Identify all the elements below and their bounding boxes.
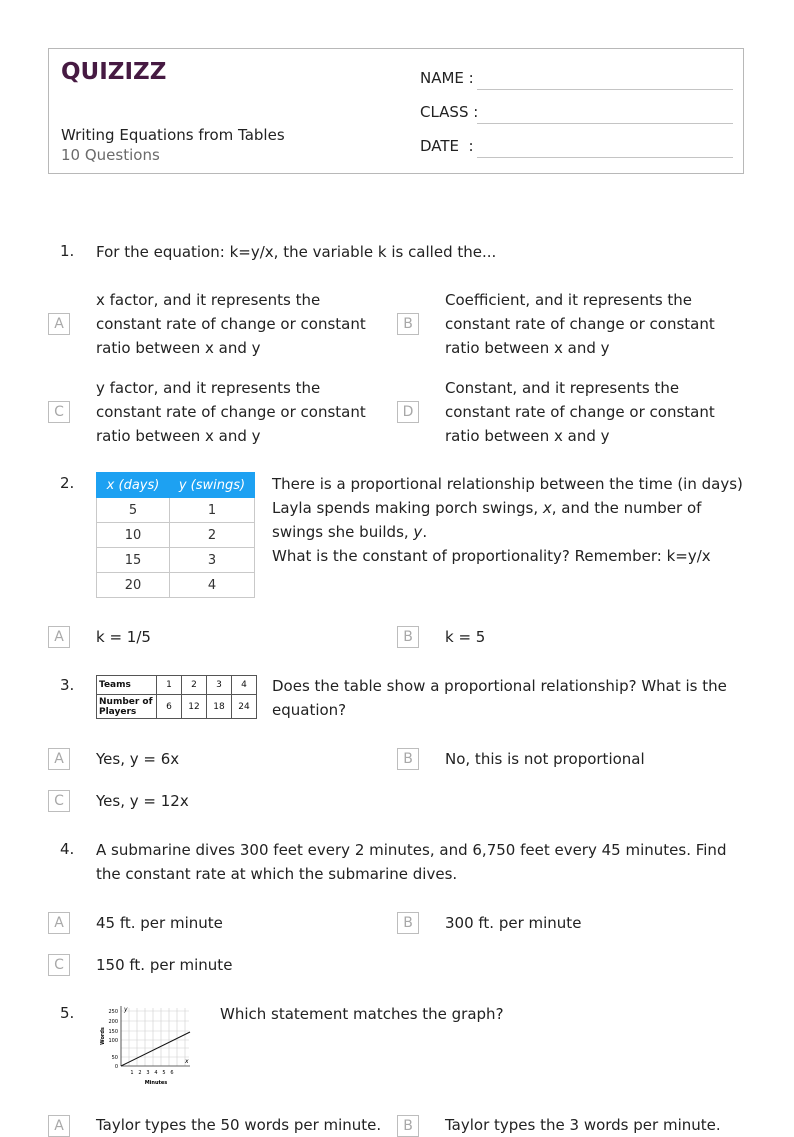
- table-cell: 20: [97, 573, 170, 598]
- question-5-number: 5.: [60, 1004, 75, 1022]
- q2-text-part1: There is a proportional relationship between the time (in days) Layla spends making porch swings,: [272, 475, 743, 517]
- question-4-text: A submarine dives 300 feet every 2 minutes, and 6,750 feet every 45 minutes. Find the constant rate at which the submarine dives.: [96, 841, 727, 883]
- date-line[interactable]: [477, 157, 733, 158]
- q2-text-part2: , and the number of swings she builds,: [272, 499, 702, 541]
- q5-option-a-box[interactable]: A: [48, 1115, 70, 1137]
- q1-option-a-box[interactable]: A: [48, 313, 70, 335]
- table-row: [97, 523, 255, 548]
- q2-var-x: x: [542, 499, 552, 517]
- class-label: CLASS :: [420, 103, 479, 121]
- q1-option-b-text: Coefficient, and it represents the constant rate of change or constant ratio between x and y: [445, 291, 715, 357]
- q2-text-question: What is the constant of proportionality? Remember: k=y/x: [272, 547, 711, 565]
- x-tick-label: 2: [138, 1070, 142, 1076]
- y-tick-label: 100: [108, 1038, 118, 1044]
- q2-text-part3: .: [422, 523, 428, 541]
- question-count: 10 Questions: [61, 146, 160, 164]
- q4-option-a-box[interactable]: A: [48, 912, 70, 934]
- date-label: DATE :: [420, 137, 474, 155]
- q1-option-c-box[interactable]: C: [48, 401, 70, 423]
- q1-option-a-text: x factor, and it represents the constant rate of change or constant ratio between x and y: [96, 291, 366, 357]
- q3-option-c-box[interactable]: C: [48, 790, 70, 812]
- row-label-line2: Players: [99, 706, 137, 717]
- table-cell: 1: [157, 676, 182, 695]
- name-label: NAME :: [420, 69, 474, 87]
- table-cell: 4: [232, 676, 257, 695]
- graph-y-var: y: [124, 1006, 128, 1013]
- y-tick-label: 200: [108, 1019, 118, 1025]
- table-cell: 15: [97, 548, 170, 573]
- quizizz-logo: QUIZIZZ: [61, 59, 167, 85]
- table-cell: 3: [170, 548, 255, 573]
- y-tick-label: 50: [111, 1055, 118, 1061]
- table-row: [97, 573, 255, 598]
- row-label-line1: Number of: [99, 696, 153, 707]
- q3-option-b-text: No, this is not proportional: [445, 750, 645, 768]
- teams-players-table: [96, 675, 257, 719]
- q3-option-a-box[interactable]: A: [48, 748, 70, 770]
- q1-option-d-box[interactable]: D: [397, 401, 419, 423]
- table-cell: 6: [157, 695, 182, 719]
- worksheet-header: [48, 48, 744, 174]
- table-cell: 18: [207, 695, 232, 719]
- graph-y-ticks: [108, 1009, 118, 1070]
- q2-option-b-text: k = 5: [445, 628, 486, 646]
- class-line[interactable]: [477, 123, 733, 124]
- q1-option-d-text: Constant, and it represents the constant rate of change or constant ratio between x and y: [445, 379, 715, 445]
- graph-x-var: x: [185, 1058, 189, 1065]
- table-cell: 10: [97, 523, 170, 548]
- table-cell: 1: [170, 498, 255, 523]
- table-header-x: x (days): [97, 473, 170, 498]
- q1-option-c-text: y factor, and it represents the constant rate of change or constant ratio between x and y: [96, 379, 366, 445]
- table-row: [97, 498, 255, 523]
- table-cell: 3: [207, 676, 232, 695]
- y-tick-label: 0: [114, 1064, 118, 1070]
- question-3-text: Does the table show a proportional relationship? What is the equation?: [272, 677, 727, 719]
- q5-option-b-text: Taylor types the 3 words per minute.: [445, 1116, 721, 1134]
- name-line[interactable]: [477, 89, 733, 90]
- q3-option-a-text: Yes, y = 6x: [96, 750, 180, 768]
- q2-option-b-box[interactable]: B: [397, 626, 419, 648]
- graph-line: [121, 1032, 190, 1066]
- graph-x-ticks: [130, 1070, 173, 1076]
- days-swings-table: [96, 472, 255, 598]
- q4-option-b-text: 300 ft. per minute: [445, 914, 582, 932]
- table-cell: 2: [182, 676, 207, 695]
- question-5-text: Which statement matches the graph?: [220, 1005, 504, 1023]
- y-tick-label: 150: [108, 1029, 118, 1035]
- table-cell: 12: [182, 695, 207, 719]
- worksheet-title: Writing Equations from Tables: [61, 126, 285, 144]
- q4-option-c-text: 150 ft. per minute: [96, 956, 233, 974]
- q2-option-a-text: k = 1/5: [96, 628, 151, 646]
- table-cell: 5: [97, 498, 170, 523]
- q3-option-c-text: Yes, y = 12x: [96, 792, 189, 810]
- x-tick-label: 6: [170, 1070, 174, 1076]
- q3-option-b-box[interactable]: B: [397, 748, 419, 770]
- question-3-number: 3.: [60, 676, 75, 694]
- graph-x-label: Minutes: [144, 1080, 168, 1086]
- table-cell: 2: [170, 523, 255, 548]
- x-tick-label: 3: [146, 1070, 150, 1076]
- q5-option-a-text: Taylor types the 50 words per minute.: [96, 1116, 382, 1134]
- table-row: [97, 548, 255, 573]
- q2-var-y: y: [413, 523, 423, 541]
- q1-option-b-box[interactable]: B: [397, 313, 419, 335]
- q4-option-a-text: 45 ft. per minute: [96, 914, 223, 932]
- question-2-number: 2.: [60, 474, 75, 492]
- x-tick-label: 1: [130, 1070, 134, 1076]
- table-cell: 4: [170, 573, 255, 598]
- table-row-label: [97, 695, 157, 719]
- table-row-label: Teams: [97, 676, 157, 695]
- q2-option-a-box[interactable]: A: [48, 626, 70, 648]
- table-header-y: y (swings): [170, 473, 255, 498]
- question-4-number: 4.: [60, 840, 75, 858]
- x-tick-label: 4: [154, 1070, 158, 1076]
- x-tick-label: 5: [162, 1070, 166, 1076]
- q4-option-b-box[interactable]: B: [397, 912, 419, 934]
- q5-option-b-box[interactable]: B: [397, 1115, 419, 1137]
- y-tick-label: 250: [108, 1009, 118, 1015]
- graph-y-label: Words: [100, 1027, 106, 1045]
- table-cell: 24: [232, 695, 257, 719]
- q4-option-c-box[interactable]: C: [48, 954, 70, 976]
- words-minutes-graph: [96, 1002, 196, 1088]
- question-1-text: For the equation: k=y/x, the variable k is called the...: [96, 243, 497, 261]
- question-2-text: [272, 472, 748, 568]
- question-1-number: 1.: [60, 242, 75, 260]
